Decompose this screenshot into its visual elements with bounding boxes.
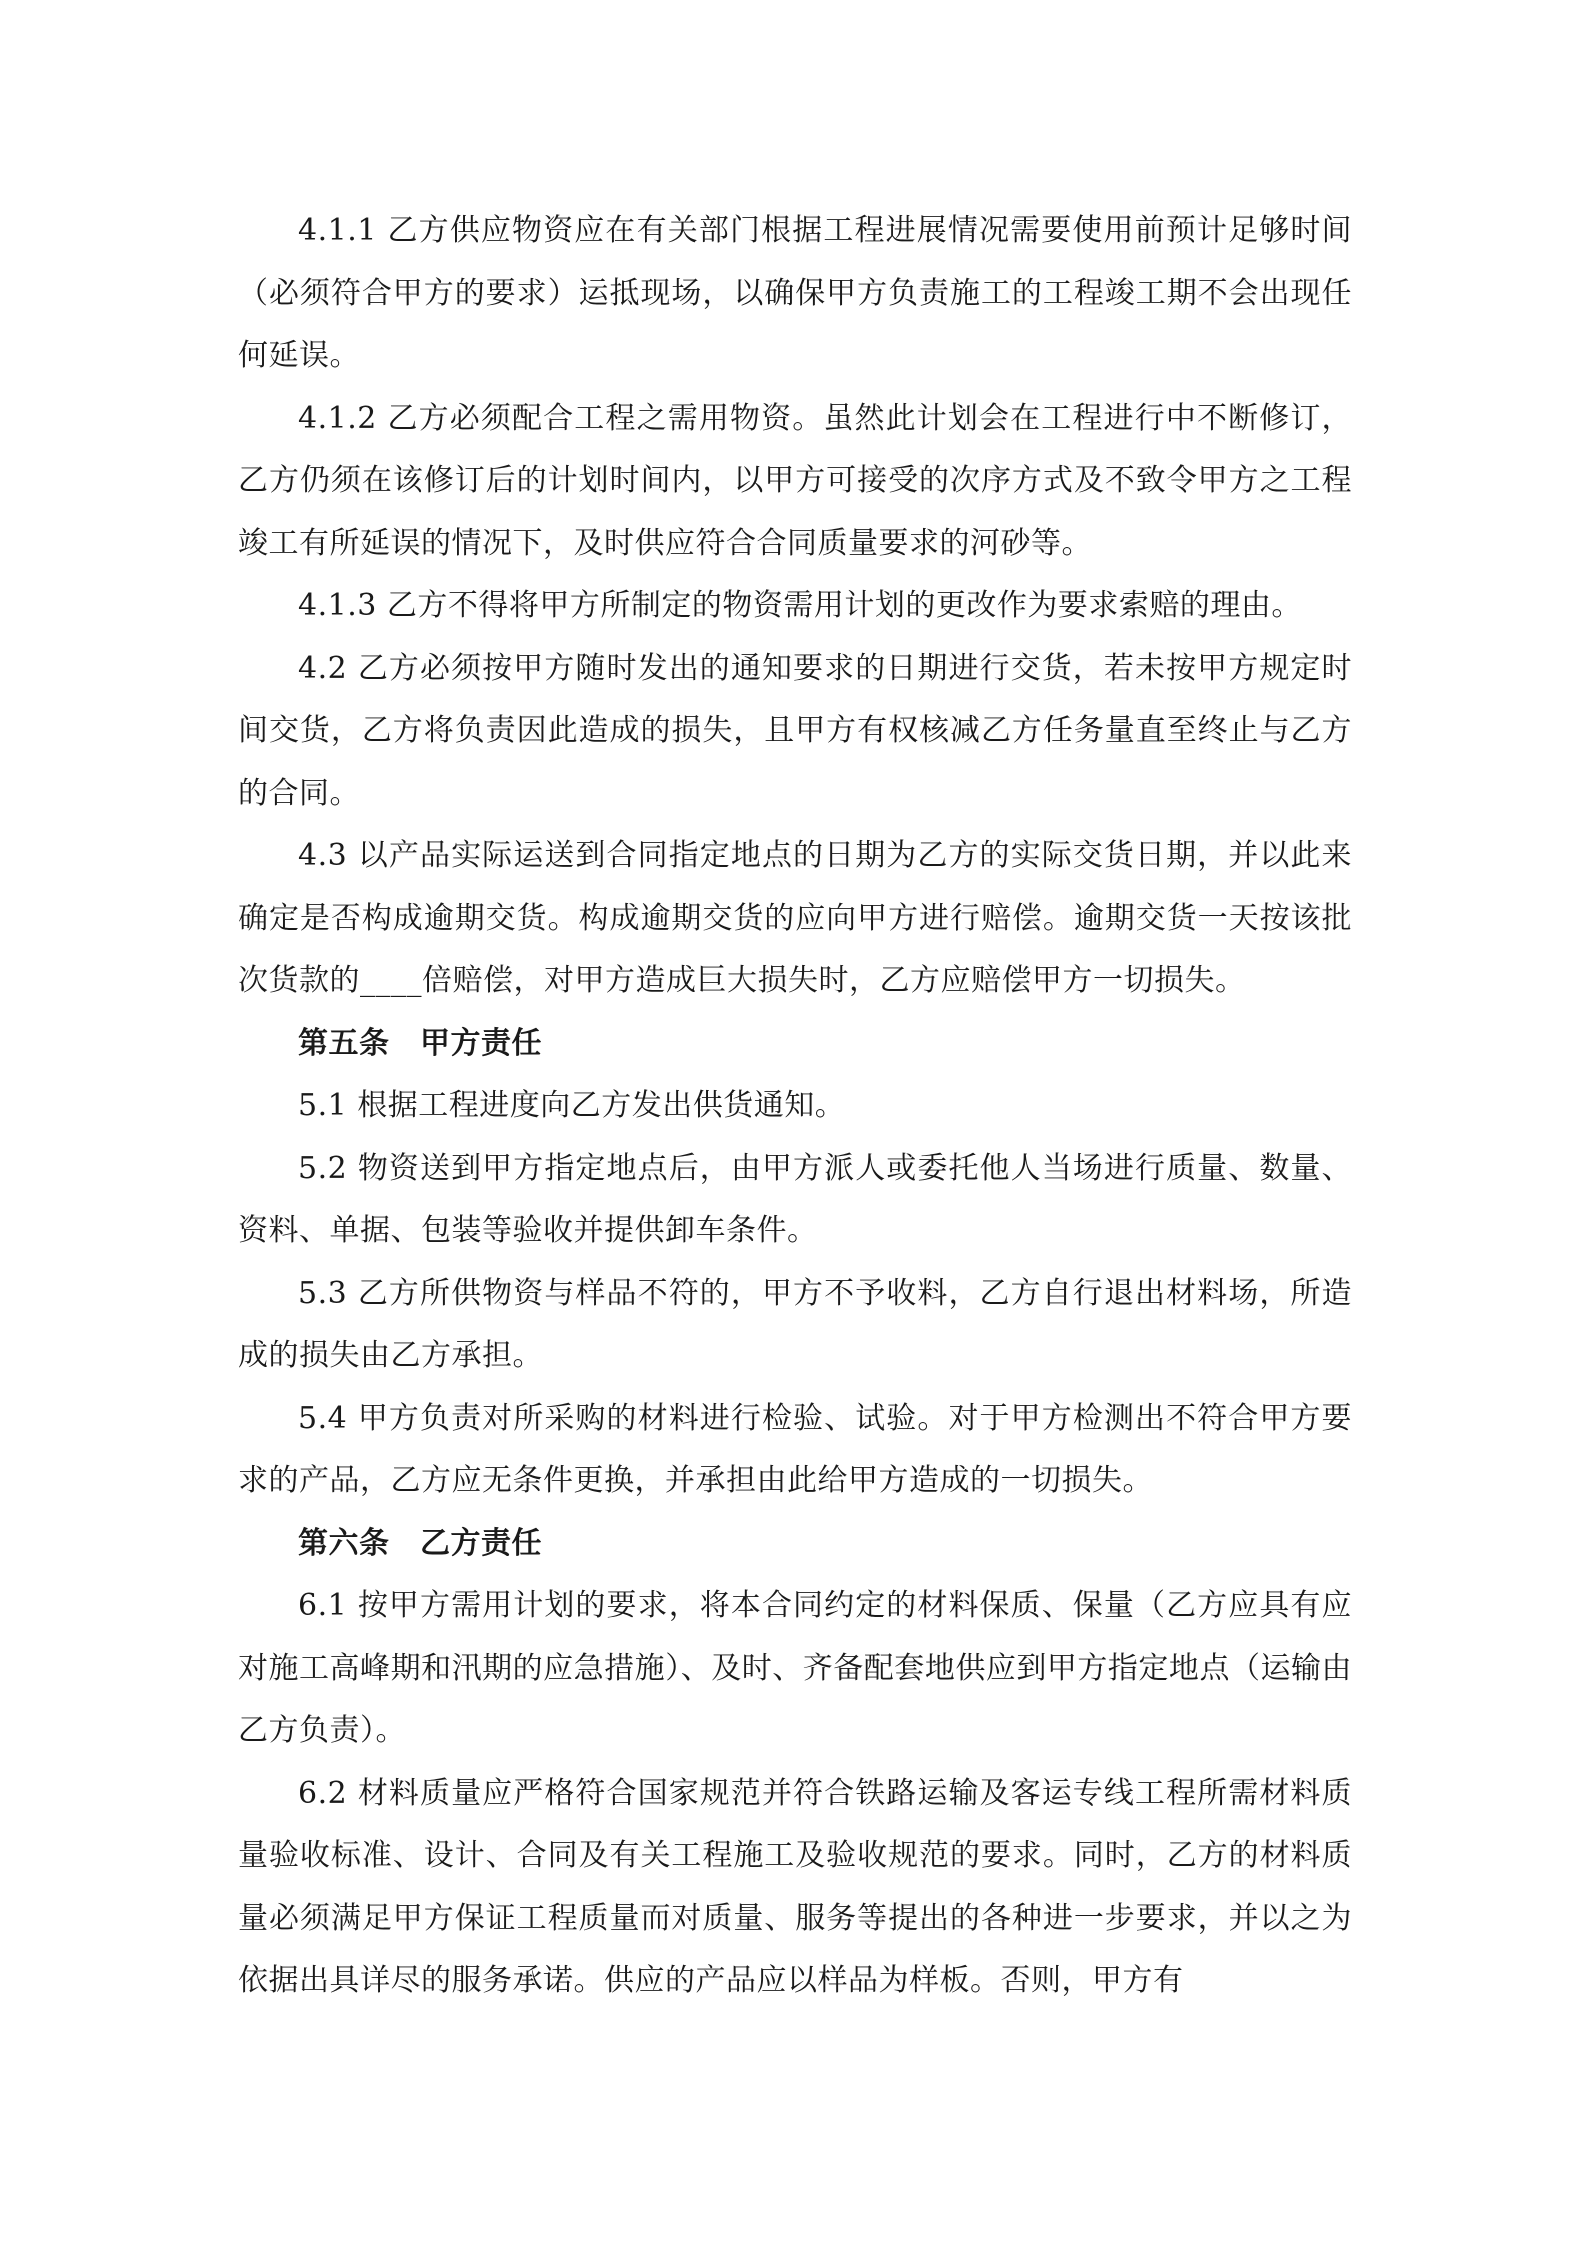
clause-5-4: 5.4 甲方负责对所采购的材料进行检验、试验。对于甲方检测出不符合甲方要求的产品，乙方应无条件更换，并承担由此给甲方造成的一切损失。	[238, 1400, 1352, 1498]
clause-5-1: 5.1 根据工程进度向乙方发出供货通知。	[298, 1088, 846, 1123]
clause-4-1-1: 4.1.1 乙方供应物资应在有关部门根据工程进展情况需要使用前预计足够时间（必须符合甲方的要求）运抵现场，以确保甲方负责施工的工程竣工期不会出现任何延误。	[238, 213, 1352, 373]
clause-5-2: 5.2 物资送到甲方指定地点后，由甲方派人或委托他人当场进行质量、数量、资料、单据、包装等验收并提供卸车条件。	[238, 1150, 1352, 1248]
clause-4-3: 4.3 以产品实际运送到合同指定地点的日期为乙方的实际交货日期，并以此来确定是否构成逾期交货。构成逾期交货的应向甲方进行赔偿。逾期交货一天按该批次货款的____倍赔偿，对甲方造成巨大损失时，乙方应赔偿甲方一切损失。	[238, 838, 1352, 998]
article-6-heading: 第六条 乙方责任	[298, 1525, 542, 1561]
clause-6-1: 6.1 按甲方需用计划的要求，将本合同约定的材料保质、保量（乙方应具有应对施工高峰期和汛期的应急措施）、及时、齐备配套地供应到甲方指定地点（运输由乙方负责）。	[238, 1588, 1352, 1748]
clause-4-2: 4.2 乙方必须按甲方随时发出的通知要求的日期进行交货，若未按甲方规定时间交货，乙方将负责因此造成的损失，且甲方有权核减乙方任务量直至终止与乙方的合同。	[238, 650, 1352, 811]
clause-6-2: 6.2 材料质量应严格符合国家规范并符合铁路运输及客运专线工程所需材料质量验收标准、设计、合同及有关工程施工及验收规范的要求。同时，乙方的材料质量必须满足甲方保证工程质量而对质量、服务等提出的各种进一步要求，并以之为依据出具详尽的服务承诺。供应的产品应以样品为样板。否则，甲方有	[238, 1775, 1352, 1998]
clause-5-3: 5.3 乙方所供物资与样品不符的，甲方不予收料，乙方自行退出材料场，所造成的损失由乙方承担。	[238, 1275, 1352, 1373]
article-5-heading: 第五条 甲方责任	[298, 1025, 542, 1061]
clause-4-1-2: 4.1.2 乙方必须配合工程之需用物资。虽然此计划会在工程进行中不断修订，乙方仍须在该修订后的计划时间内，以甲方可接受的次序方式及不致令甲方之工程竣工有所延误的情况下，及时供应符合合同质量要求的河砂等。	[238, 400, 1352, 561]
clause-4-1-3: 4.1.3 乙方不得将甲方所制定的物资需用计划的更改作为要求索赔的理由。	[298, 588, 1302, 623]
